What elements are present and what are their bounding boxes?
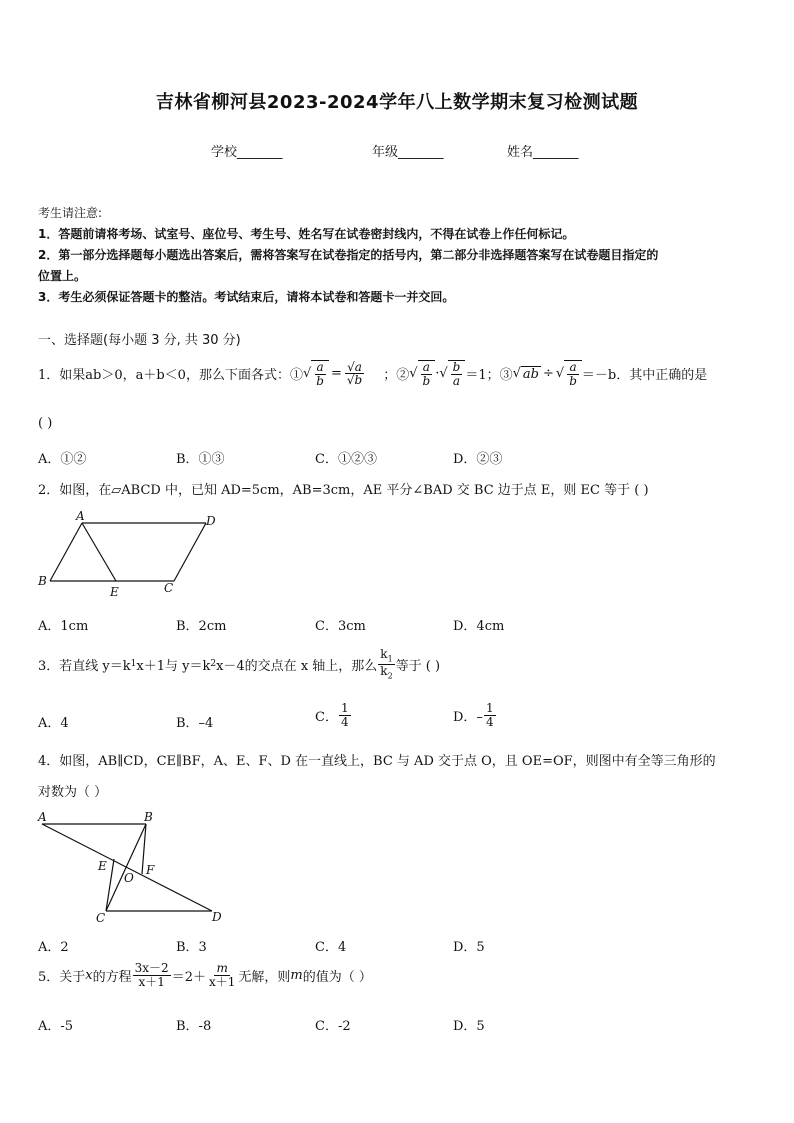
q1-option-d: D．②③ (453, 452, 503, 467)
label-D: D (212, 910, 222, 924)
label-B: B (144, 810, 153, 824)
label-C: C (96, 911, 106, 925)
question-3-stem: 3．若直线 y＝k 1 x＋1与 y＝k 2 x－4的交点在 x 轴上，那么 $\frac{k_1}{k_2}$ 等于 ( ) (38, 647, 441, 681)
q1-text-4: ＝－b．其中正确的是 (581, 368, 708, 384)
q3-text-post: 等于 ( ) (395, 658, 441, 674)
q3-c-den: 4 (340, 714, 349, 729)
q1-text-2: ；② (383, 368, 410, 384)
q2-option-d: D．4cm (453, 619, 505, 634)
grade-field: 年级_______ (372, 145, 444, 160)
question-4-stem-line2: 对数为（ ） (38, 785, 108, 800)
notice-item-1: 1．答题前请将考场、试室号、座位号、考生号、姓名写在试卷密封线内，不得在试卷上作任何标记。 (38, 227, 575, 241)
label-B: B (38, 574, 47, 588)
q4-option-a: A．2 (38, 940, 69, 955)
q5-option-c: C．-2 (315, 1019, 351, 1034)
q5-fraction-1 (133, 962, 171, 988)
q5-text-mid: 的方程 (92, 969, 132, 985)
q5-option-b: B．-8 (176, 1019, 212, 1034)
q3-text-mid1: x＋1与 y＝k (136, 658, 211, 674)
q1-option-b: B．①③ (176, 452, 225, 467)
question-5-stem (38, 962, 372, 988)
q5-option-a: A．-5 (38, 1019, 74, 1034)
q1-option-c: C．①②③ (315, 452, 377, 467)
label-E: E (110, 585, 119, 599)
q5-f2-den: x＋1 (208, 974, 236, 989)
q5-text-post: 无解，则 (238, 969, 291, 985)
label-E: E (98, 859, 107, 873)
q3-option-d-label: D．– (453, 709, 483, 725)
q1-formula-1: √ $\frac{a}{b}$ = $\frac{√a}{√b}$ (302, 359, 363, 388)
q3-option-d (453, 702, 497, 728)
q3-option-c-label: C． (315, 709, 338, 725)
q4-option-d: D．5 (453, 940, 485, 955)
q5-var-x: x (85, 967, 93, 983)
q3-text-mid2: x－4的交点在 x 轴上，那么 (216, 658, 378, 674)
q1-formula-2: √ $\frac{a}{b}$ · √ $\frac{b}{a}$ (409, 360, 465, 387)
q5-f1-num: 3x－2 (134, 961, 169, 975)
q2-option-c: C．3cm (315, 619, 366, 634)
label-A: A (38, 810, 47, 824)
q5-option-d: D．5 (453, 1019, 485, 1034)
question-4-stem-line1: 4．如图，AB∥CD，CE∥BF，A、E、F、D 在一直线上，BC 与 AD 交于点 O，且 OE=OF，则图中有全等三角形的 (38, 754, 716, 769)
q5-text-post2: 的值为（ ） (302, 969, 372, 985)
q5-f1-den: x＋1 (138, 974, 165, 989)
k-ratio-fraction: $\frac{k_1}{k_2}$ (380, 647, 393, 681)
q3-option-c (315, 702, 352, 728)
q1-paren: ( ) (38, 416, 53, 431)
triangles-figure (34, 808, 234, 926)
label-A: A (76, 509, 85, 523)
notice-item-3: 3．考生必须保证答题卡的整洁。考试结束后，请将本试卷和答题卡一并交回。 (38, 290, 455, 304)
q3-option-d-fraction (484, 702, 496, 728)
notice-item-2-cont: 位置上。 (38, 269, 87, 283)
section-heading: 一、选择题(每小题 3 分, 共 30 分) (38, 333, 241, 348)
q5-f2-num: m (216, 961, 228, 975)
page-title: 吉林省柳河县2023-2024学年八上数学期末复习检测试题 (155, 92, 639, 113)
q1-formula-3: √ ab ÷ √ $\frac{a}{b}$ (513, 360, 582, 387)
q5-eq-mid: ＝2＋ (171, 969, 206, 985)
q1-text-pre: 1．如果ab＞0，a＋b＜0，那么下面各式：① (38, 368, 303, 384)
q3-d-den: 4 (485, 714, 494, 729)
q4-option-c: C．4 (315, 940, 347, 955)
q4-option-b: B．3 (176, 940, 207, 955)
label-O: O (124, 871, 134, 885)
question-2-stem: 2．如图，在▱ABCD 中，已知 AD=5cm，AB=3cm，AE 平分∠BAD 交 BC 边于点 E，则 EC 等于 ( ) (38, 483, 649, 498)
q3-d-num: 1 (485, 701, 494, 715)
q3-option-b: B．–4 (176, 716, 214, 731)
school-field: 学校_______ (211, 145, 283, 160)
parallelogram-figure (34, 508, 224, 600)
q1-text-3: ＝1；③ (465, 368, 513, 384)
q3-option-a: A．4 (38, 716, 69, 731)
notice-item-2: 2．第一部分选择题每小题选出答案后，需将答案写在试卷指定的括号内，第二部分非选择题答案写在试卷题目指定的 (38, 248, 659, 262)
q1-option-a: A．①② (38, 452, 87, 467)
q3-option-c-fraction (339, 702, 351, 728)
q5-var-m: m (290, 967, 303, 983)
notice-heading: 考生请注意: (38, 206, 103, 220)
label-C: C (164, 581, 174, 595)
label-F: F (146, 863, 155, 877)
q5-fraction-2 (207, 962, 237, 988)
question-1-stem (38, 360, 707, 387)
q3-text-pre: 3．若直线 y＝k (38, 658, 131, 674)
q3-c-num: 1 (340, 701, 349, 715)
q2-option-b: B．2cm (176, 619, 227, 634)
name-field: 姓名_______ (507, 145, 579, 160)
q2-option-a: A．1cm (38, 619, 89, 634)
q5-text-pre: 5．关于 (38, 969, 86, 985)
label-D: D (206, 514, 216, 528)
